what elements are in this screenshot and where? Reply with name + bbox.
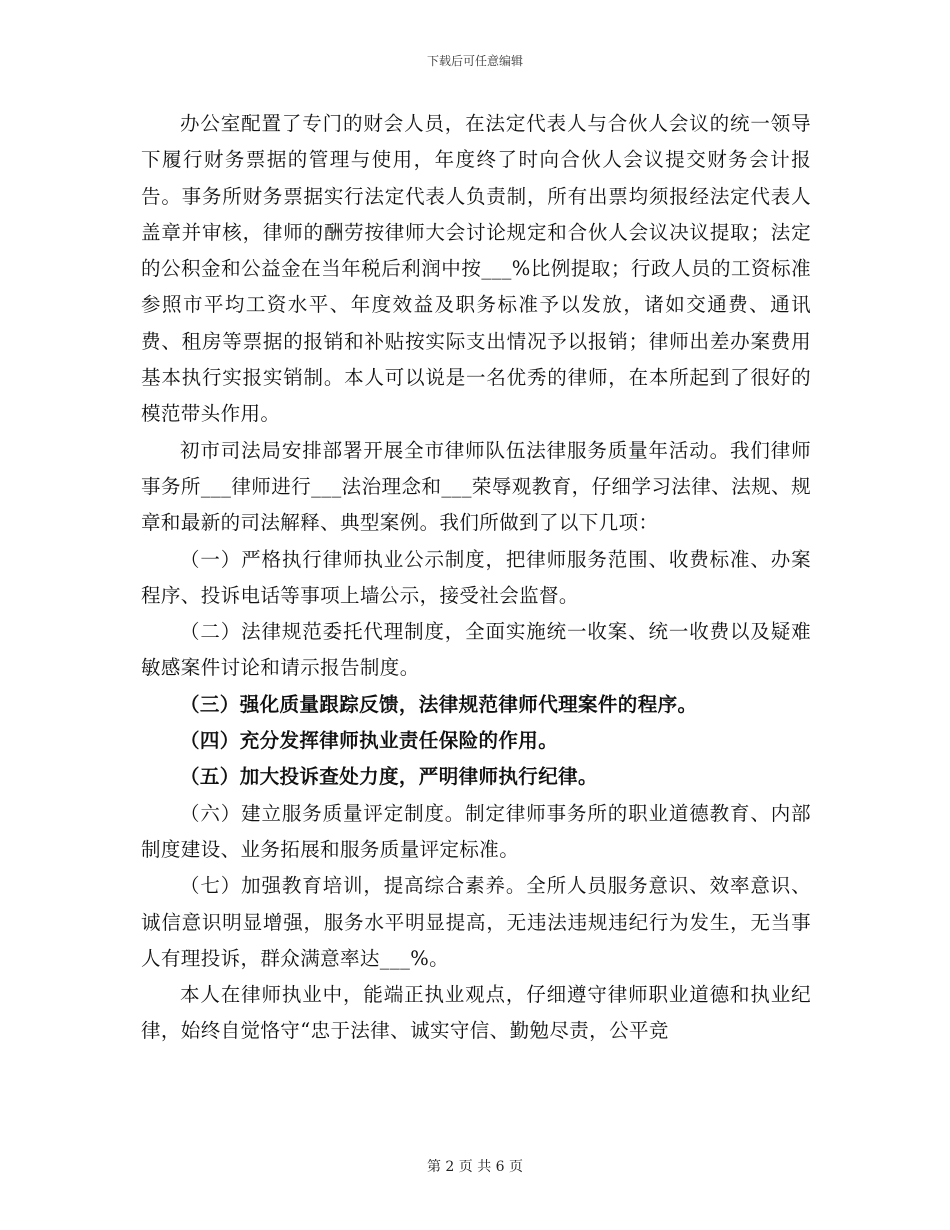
paragraph-item-7: （七）加强教育培训，提高综合素养。全所人员服务意识、效率意识、诚信意识明显增强，服务水平明显提高，无违法违规违纪行为发生，无当事人有理投诉，群众满意率达___%。 (141, 874, 811, 970)
paragraph-personal: 本人在律师执业中，能端正执业观点，仔细遵守律师职业道德和执业纪律，始终自觉恪守“忠于法律、诚实守信、勤勉尽责，公平竞 (141, 983, 811, 1043)
paragraph-item-5: （五）加大投诉查处力度，严明律师执行纪律。 (180, 765, 598, 789)
paragraph-quality-year: 初市司法局安排部署开展全市律师队伍法律服务质量年活动。我们律师事务所___律师进行___法治理念和___荣辱观教育，仔细学习法律、法规、规章和最新的司法解释、典型案例。我们所做到了以下几项： (141, 438, 811, 535)
paragraph-item-6: （六）建立服务质量评定制度。制定律师事务所的职业道德教育、内部制度建设、业务拓展和服务质量评定标准。 (141, 801, 811, 861)
paragraph-item-1: （一）严格执行律师执业公示制度，把律师服务范围、收费标准、办案程序、投诉电话等事项上墙公示，接受社会监督。 (141, 547, 811, 607)
page-header: 下载后可任意编辑 (426, 54, 523, 68)
paragraph-item-3: （三）强化质量跟踪反馈，法律规范律师代理案件的程序。 (180, 692, 698, 716)
paragraph-item-2: （二）法律规范委托代理制度，全面实施统一收案、统一收费以及疑难敏感案件讨论和请示报告制度。 (141, 620, 811, 680)
document-body (141, 106, 811, 1050)
paragraph-finance: 办公室配置了专门的财会人员，在法定代表人与合伙人会议的统一领导下履行财务票据的管理与使用，年度终了时向合伙人会议提交财务会计报告。事务所财务票据实行法定代表人负责制，所有出票均须报经法定代表人盖章并审核，律师的酬劳按律师大会讨论规定和合伙人会议决议提取；法定的公积金和公益金在当年税后利润中按___%比例提取；行政人员的工资标准参照市平均工资水平、年度效益及职务标准予以发放，诸如交通费、通讯费、租房等票据的报销和补贴按实际支出情况予以报销；律师出差办案费用基本执行实报实销制。本人可以说是一名优秀的律师，在本所起到了很好的模范带头作用。 (141, 112, 811, 426)
page-footer: 第 2 页 共 6 页 (426, 1159, 524, 1175)
paragraph-item-4: （四）充分发挥律师执业责任保险的作用。 (180, 729, 559, 753)
